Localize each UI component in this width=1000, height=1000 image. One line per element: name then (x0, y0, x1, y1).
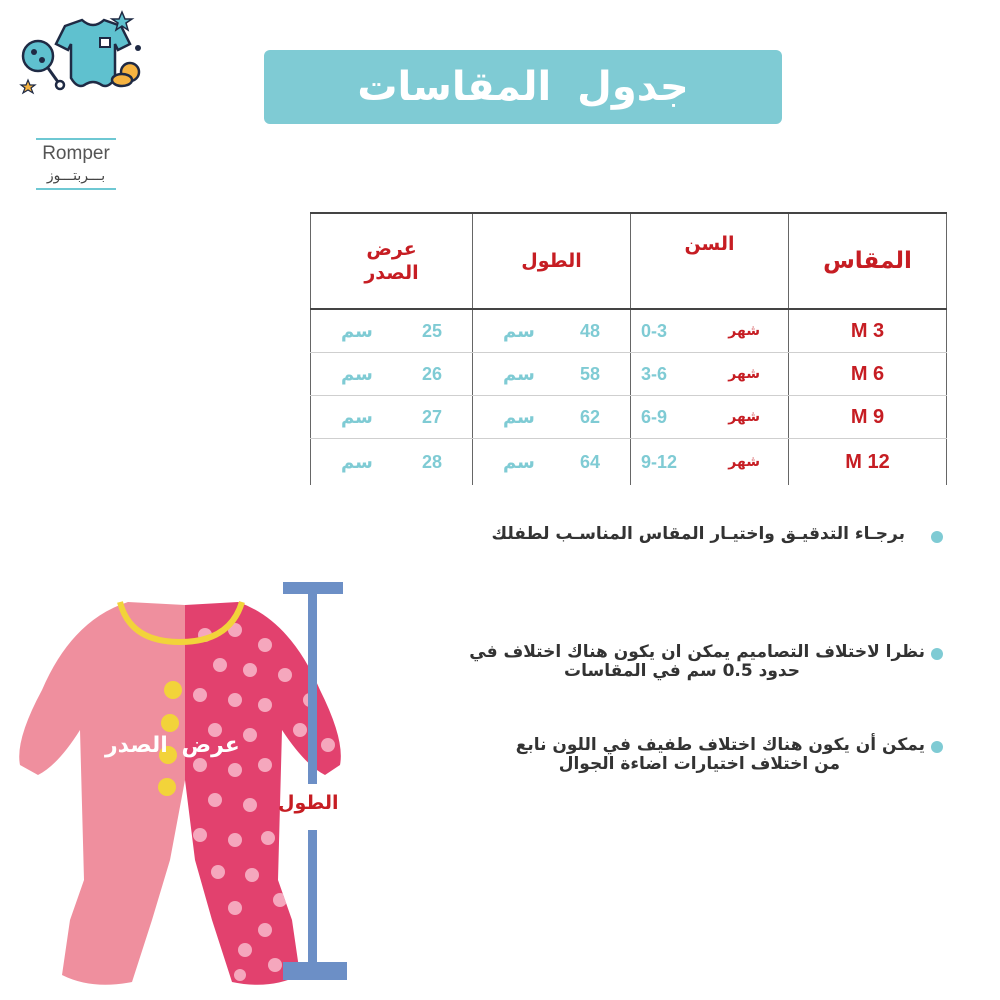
size-value: 9 M (850, 405, 885, 428)
note-color-variance (365, 736, 925, 774)
length-value: 58 (579, 363, 600, 384)
note-check-size: برجـاء التدقيـق واختيـار المقاس المناسـب لطفلك (491, 524, 905, 544)
chest-unit: سم (341, 406, 373, 428)
cell-size (789, 309, 947, 353)
bullet-dot (931, 531, 943, 543)
bullet-dot (931, 648, 943, 660)
brand-logo (36, 138, 116, 190)
ruler-bottom-cap (283, 962, 347, 980)
age-value: 9-12 (641, 451, 678, 472)
note-color-line2: من اختلاف اختيارات اضاءة الجوال (558, 754, 840, 774)
cell-age (631, 353, 789, 396)
chest-value: 25 (421, 320, 442, 341)
brand-top-rule (36, 138, 116, 140)
cell-age (631, 396, 789, 439)
length-unit: سم (503, 406, 535, 428)
age-unit: شهر (728, 454, 760, 470)
cell-size (789, 396, 947, 439)
page-title: جدول المقاسات (357, 64, 689, 110)
brand-bottom-rule (36, 188, 116, 190)
cell-length (473, 353, 631, 396)
length-unit: سم (503, 451, 535, 473)
size-value: 6 M (850, 362, 885, 385)
cell-chest (311, 309, 473, 353)
cell-length (473, 439, 631, 486)
chest-value: 26 (421, 363, 442, 384)
age-unit: شهر (728, 323, 760, 339)
table-row (311, 439, 947, 486)
baby-clothes-logo-icon (10, 8, 145, 98)
age-value: 3-6 (641, 363, 668, 384)
cell-age (631, 439, 789, 486)
ruler-line-upper (308, 594, 317, 784)
note-design-line1: نظرا لاختلاف التصاميم يمكن ان يكون هناك اختلاف في (469, 642, 925, 662)
length-unit: سم (503, 363, 535, 385)
table-row (311, 396, 947, 439)
chest-unit: سم (341, 320, 373, 342)
age-unit: شهر (728, 409, 760, 425)
header-length: الطول (473, 213, 631, 309)
table-header-row (311, 213, 947, 309)
note-design-line2: حدود 0.5 سم في المقاسات (564, 661, 800, 681)
size-value: 12 M (845, 450, 890, 473)
cell-size (789, 353, 947, 396)
size-value: 3 M (850, 319, 885, 342)
header-size: المقاس (789, 213, 947, 309)
chest-width-label: عرض الصدر (105, 733, 240, 758)
cell-chest (311, 396, 473, 439)
length-value: 62 (579, 406, 600, 427)
chest-unit: سم (341, 451, 373, 473)
bullet-dot (931, 741, 943, 753)
cell-age (631, 309, 789, 353)
size-table (310, 212, 947, 485)
header-chest (311, 213, 473, 309)
table-row (311, 353, 947, 396)
cell-chest (311, 353, 473, 396)
cell-size (789, 439, 947, 486)
cell-length (473, 309, 631, 353)
ruler-line-lower (308, 830, 317, 962)
brand-name-ar: بـــربتـــوز (46, 168, 106, 184)
cell-length (473, 396, 631, 439)
cell-chest (311, 439, 473, 486)
table-row (311, 309, 947, 353)
brand-name-en: Romper (42, 143, 110, 164)
length-unit: سم (503, 320, 535, 342)
header-age: السن (631, 213, 789, 309)
romper-illustration (0, 580, 360, 1000)
length-label: الطول (278, 792, 339, 814)
length-value: 64 (579, 451, 600, 472)
age-unit: شهر (728, 366, 760, 382)
header-chest-label: عرض الصدر (364, 238, 419, 284)
age-value: 0-3 (641, 320, 668, 341)
chest-value: 28 (421, 451, 442, 472)
chest-value: 27 (421, 406, 442, 427)
note-color-line1: يمكن أن يكون هناك اختلاف طفيف في اللون نابع (515, 735, 925, 755)
ruler-top-cap (283, 582, 343, 594)
length-value: 48 (579, 320, 600, 341)
note-design-variance (365, 643, 925, 681)
chest-unit: سم (341, 363, 373, 385)
title-banner (264, 50, 782, 124)
age-value: 6-9 (641, 406, 668, 427)
